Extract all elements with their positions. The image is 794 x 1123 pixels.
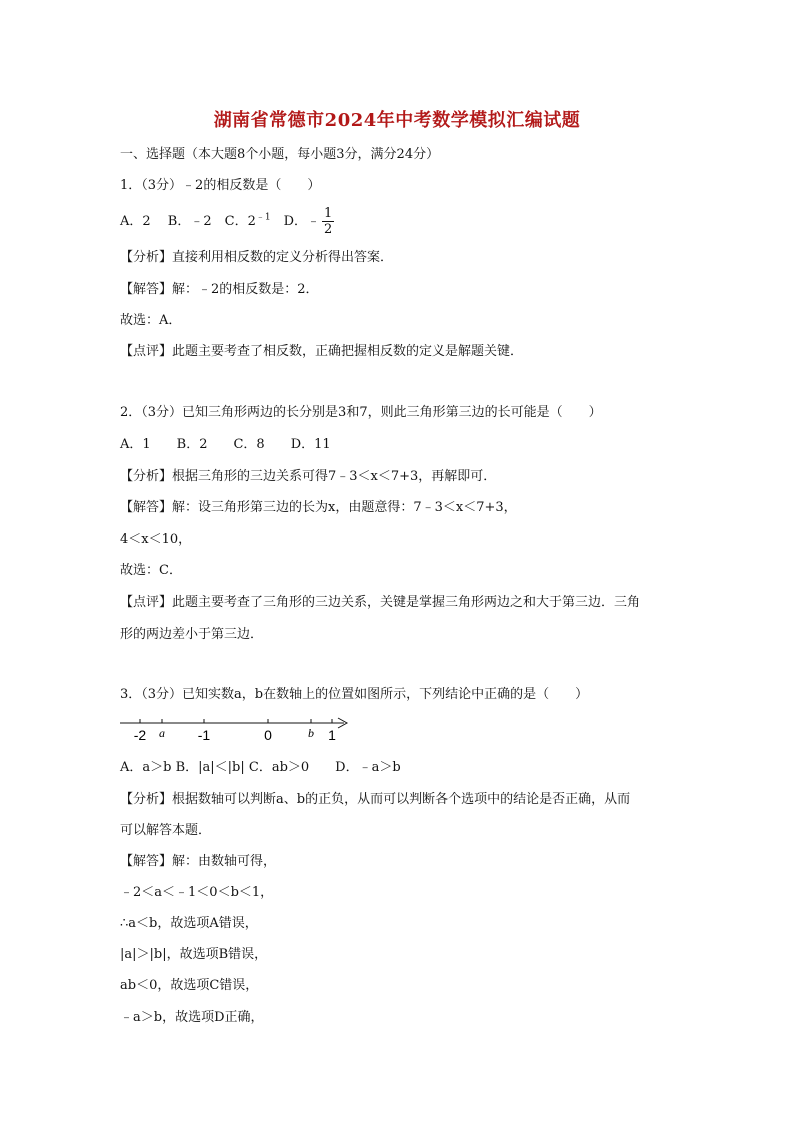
label-1: 1 [328,727,336,743]
label-0: 0 [264,727,272,743]
q3-step-2: ∴a＜b，故选项A错误， [120,916,258,931]
label-b: b [308,726,314,740]
q2-answer: 【解答】解：设三角形第三边的长为x，由题意得：7﹣3＜x＜7+3， [120,500,517,515]
q3-step-4: ab＜0，故选项C错误， [120,978,259,993]
q3-analysis-line2: 可以解答本题． [120,823,212,838]
q2-options: A．1 B．2 C．8 D．11 [120,437,331,452]
q1-comment: 【点评】此题主要考查了相反数，正确把握相反数的定义是解题关键． [120,344,524,359]
q3-analysis-line1: 【分析】根据数轴可以判断a、b的正负，从而可以判断各个选项中的结论是否正确，从而 [120,792,631,807]
q2-comment-line1: 【点评】此题主要考查了三角形的三边关系，关键是掌握三角形两边之和大于第三边．三角 [120,595,641,610]
page-title: 湖南省常德市2024年中考数学模拟汇编试题 [213,110,581,131]
q3-options: A．a＞b B．|a|＜|b| C．ab＞0 D．﹣a＞b [120,760,401,775]
q1-frac-num: 1 [324,206,333,221]
q1-options-prefix: A．2 B．﹣2 C．2 [120,214,256,229]
q1-choice: 故选：A． [120,313,182,328]
number-line [116,713,356,745]
q1-answer: 【解答】解：﹣2的相反数是：2． [120,282,319,297]
q1-options-mid: D．﹣ [270,214,321,229]
q2-stem: 2．（3分）已知三角形两边的长分别是3和7，则此三角形第三边的长可能是（ ） [120,405,602,420]
q2-analysis: 【分析】根据三角形的三边关系可得7﹣3＜x＜7+3，再解即可． [120,469,497,484]
section-heading: 一、选择题（本大题8个小题，每小题3分，满分24分） [120,147,440,162]
label-minus-1: -1 [197,727,211,743]
q1-analysis: 【分析】直接利用相反数的定义分析得出答案． [120,250,394,265]
q1-options [120,206,334,237]
q3-stem: 3．（3分）已知实数a，b在数轴上的位置如图所示，下列结论中正确的是（ ） [120,687,589,702]
q3-step-5: ﹣a＞b，故选项D正确， [120,1010,264,1025]
q2-comment-line2: 形的两边差小于第三边． [120,627,264,642]
q1-fraction [322,206,334,237]
label-a: a [159,726,165,740]
q3-step-1: ﹣2＜a＜﹣1＜0＜b＜1， [120,885,274,900]
q1-stem: 1．（3分）﹣2的相反数是（ ） [120,178,321,193]
q1-frac-den: 2 [324,222,333,237]
label-minus-2: -2 [133,727,147,743]
q1-options-sup: ﹣1 [255,212,271,223]
q3-step-3: |a|＞|b|，故选项B错误， [120,947,268,962]
q2-choice: 故选：C． [120,563,182,578]
q3-answer: 【解答】解：由数轴可得， [120,854,277,869]
q2-answer-step: 4＜x＜10， [120,532,192,547]
